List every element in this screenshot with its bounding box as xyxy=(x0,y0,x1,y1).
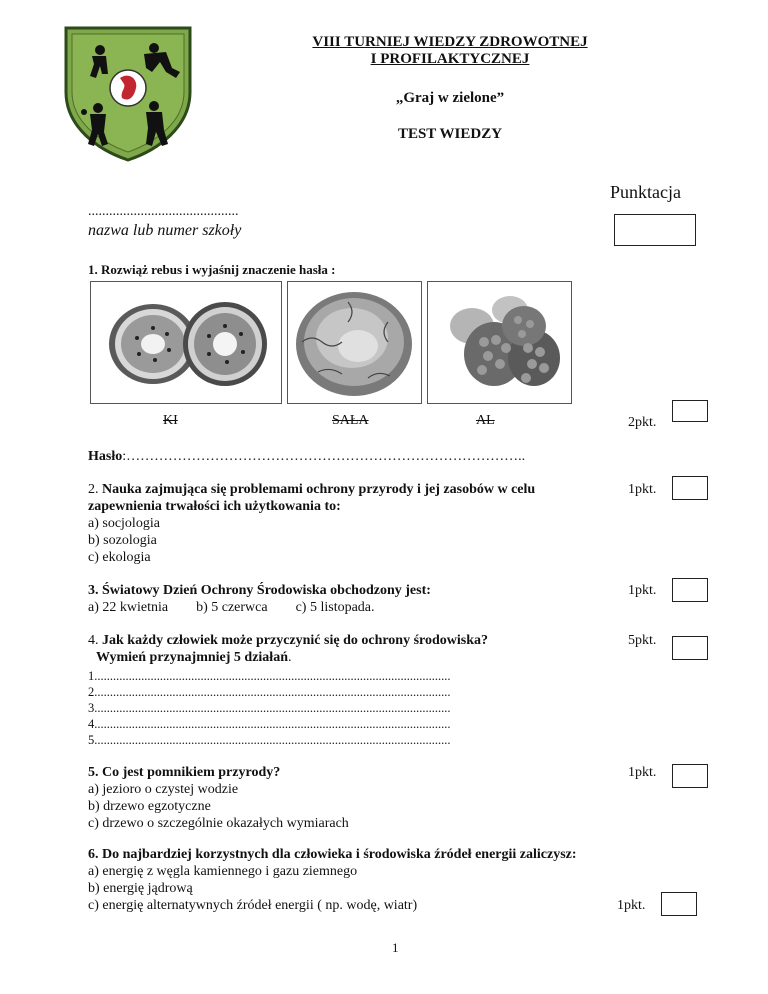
q4-text-line1: Jak każdy człowiek może przyczynić się do ochrony środowiska? xyxy=(102,633,489,648)
q1-answer-line[interactable] xyxy=(88,448,525,465)
q2-option-b[interactable]: b) sozologia xyxy=(88,533,157,548)
q4-text-line2: Wymień przynajmniej 5 działań xyxy=(96,650,288,665)
tournament-logo xyxy=(62,22,194,162)
q5-option-a[interactable]: a) jezioro o czystej wodzie xyxy=(88,782,239,797)
q4-score-box[interactable] xyxy=(672,636,708,660)
clue-lettuce: SAŁA xyxy=(332,413,369,428)
school-name-dots[interactable]: ........................................... xyxy=(88,204,239,219)
title-line-2: I PROFILAKTYCZNEJ xyxy=(370,51,530,67)
q1-answer-dots: :………………………………………………………………………….. xyxy=(122,449,526,464)
clue-raspberries: AL xyxy=(476,413,495,428)
lettuce-image xyxy=(287,281,422,404)
motto: „Graj w zielone” xyxy=(395,90,505,106)
q6-points: 1pkt. xyxy=(617,898,646,913)
school-name-label: nazwa lub numer szkoły xyxy=(88,222,242,239)
raspberries-image xyxy=(427,281,572,404)
q4-question xyxy=(88,632,488,666)
q4-answer-line-4[interactable]: 4.................................................................................................................. xyxy=(88,717,451,731)
tournament-title xyxy=(250,34,650,68)
page-number: 1 xyxy=(392,940,399,955)
q6-text: 6. Do najbardziej korzystnych dla człowieka i środowiska źródeł energii zaliczysz: xyxy=(88,847,577,862)
title-line-1: VIII TURNIEJ WIEDZY ZDROWOTNEJ xyxy=(312,34,588,50)
q6-question xyxy=(88,846,577,914)
q6-option-a[interactable]: a) energię z węgla kamiennego i gazu ziemnego xyxy=(88,864,358,879)
q3-options[interactable]: a) 22 kwietnia b) 5 czerwca c) 5 listopada. xyxy=(88,600,375,615)
q4-number: 4. xyxy=(88,633,99,648)
q5-option-b[interactable]: b) drzewo egzotyczne xyxy=(88,799,211,814)
q5-option-c[interactable]: c) drzewo o szczególnie okazałych wymiarach xyxy=(88,816,349,831)
q2-option-c[interactable]: c) ekologia xyxy=(88,550,151,565)
total-score-box[interactable] xyxy=(614,214,696,246)
q3-score-box[interactable] xyxy=(672,578,708,602)
q1-title: 1. Rozwiąż rebus i wyjaśnij znaczenie hasła : xyxy=(88,262,336,277)
q2-points: 1pkt. xyxy=(628,482,657,497)
q2-option-a[interactable]: a) socjologia xyxy=(88,516,160,531)
q4-points: 5pkt. xyxy=(628,633,657,648)
q4-period: . xyxy=(287,650,292,665)
q3-text: 3. Światowy Dzień Ochrony Środowiska obchodzony jest: xyxy=(88,583,431,598)
q5-text: 5. Co jest pomnikiem przyrody? xyxy=(88,765,281,780)
q5-points: 1pkt. xyxy=(628,765,657,780)
q3-question xyxy=(88,582,431,616)
q2-question xyxy=(88,481,535,566)
kiwi-image xyxy=(90,281,282,404)
q2-number: 2. xyxy=(88,482,99,497)
q4-answer-line-5[interactable]: 5.................................................................................................................. xyxy=(88,733,451,747)
test-heading: TEST WIEDZY xyxy=(397,126,503,142)
q4-answer-line-1[interactable]: 1.................................................................................................................. xyxy=(88,669,451,683)
clue-kiwi: KI xyxy=(163,413,178,428)
q5-question xyxy=(88,764,349,832)
q5-score-box[interactable] xyxy=(672,764,708,788)
score-label: Punktacja xyxy=(610,182,681,202)
q2-score-box[interactable] xyxy=(672,476,708,500)
q2-text-line1: Nauka zajmująca się problemami ochrony przyrody i jej zasobów w celu xyxy=(102,482,536,497)
q1-points: 2pkt. xyxy=(628,415,657,430)
q4-answer-line-2[interactable]: 2.................................................................................................................. xyxy=(88,685,451,699)
q6-score-box[interactable] xyxy=(661,892,697,916)
q1-answer-label: Hasło xyxy=(88,449,123,464)
q6-option-c[interactable]: c) energię alternatywnych źródeł energii ( np. wodę, wiatr) xyxy=(88,898,418,913)
q1-score-box[interactable] xyxy=(672,400,708,422)
q6-option-b[interactable]: b) energię jądrową xyxy=(88,881,193,896)
q3-points: 1pkt. xyxy=(628,583,657,598)
q4-answer-lines xyxy=(88,668,558,748)
q2-text-line2: zapewnienia trwałości ich użytkowania to: xyxy=(88,499,341,514)
q4-answer-line-3[interactable]: 3.................................................................................................................. xyxy=(88,701,451,715)
